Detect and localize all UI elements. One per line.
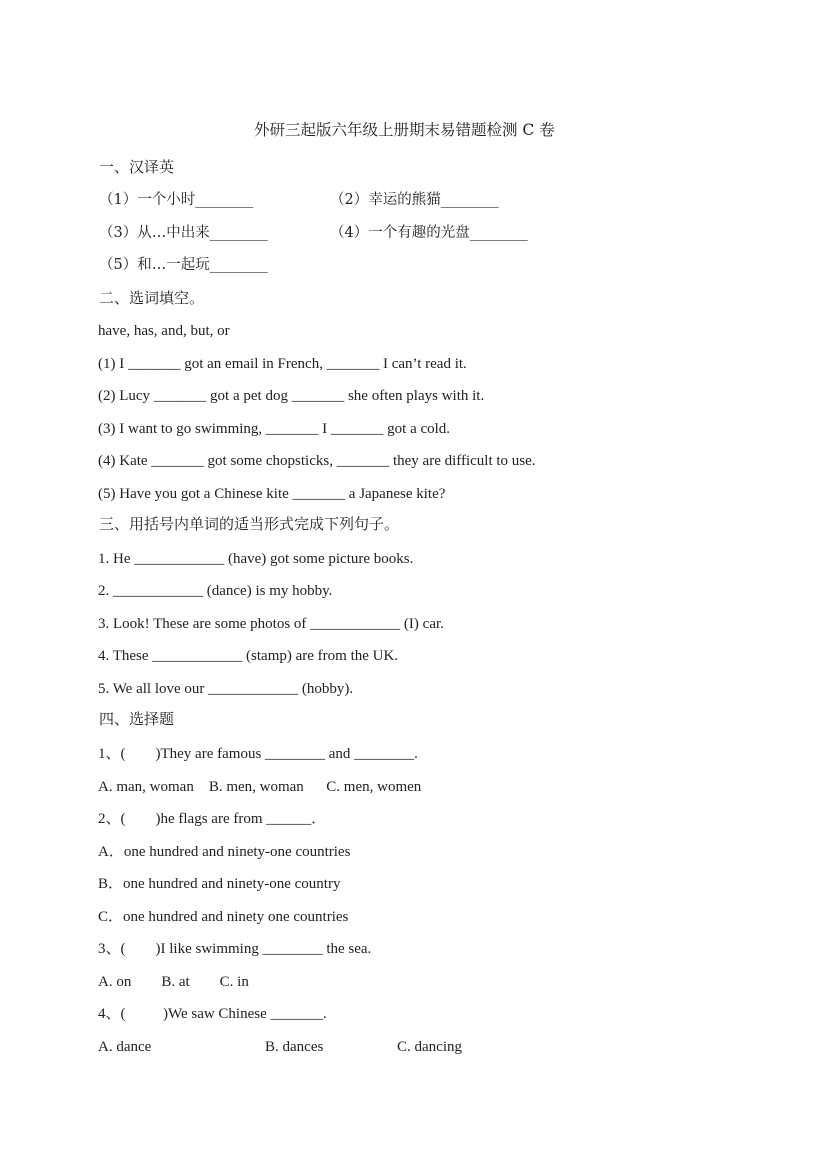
q4-option-c: C. dancing xyxy=(397,1039,462,1055)
q2-option-a: A．one hundred and ninety-one countries xyxy=(98,844,351,860)
s1-item-1: （1）一个小时________ xyxy=(99,192,254,208)
s3-item-4: 4. These ____________ (stamp) are from the UK. xyxy=(98,648,399,664)
section-1-heading: 一、汉译英 xyxy=(99,158,175,176)
s3-item-1: 1. He ____________ (have) got some picture books. xyxy=(98,551,414,567)
q2-option-c: C．one hundred and ninety one countries xyxy=(98,909,349,925)
q1-question: 1、( )They are famous ________ and ________. xyxy=(98,746,418,762)
q4-question: 4、( )We saw Chinese _______. xyxy=(98,1006,327,1022)
s3-item-3: 3. Look! These are some photos of ____________ (I) car. xyxy=(98,616,444,632)
q4-option-a: A. dance xyxy=(98,1039,152,1055)
q3-options: A. on B. at C. in xyxy=(98,974,249,990)
s2-item-4: (4) Kate _______ got some chopsticks, _______ they are difficult to use. xyxy=(98,453,536,469)
q3-question: 3、( )I like swimming ________ the sea. xyxy=(98,941,372,957)
s2-item-5: (5) Have you got a Chinese kite _______ a Japanese kite? xyxy=(98,486,446,502)
s2-item-3: (3) I want to go swimming, _______ I _______ got a cold. xyxy=(98,421,451,437)
s3-item-5: 5. We all love our ____________ (hobby). xyxy=(98,681,354,697)
s1-item-5: （5）和…一起玩________ xyxy=(99,257,268,273)
word-bank: have, has, and, but, or xyxy=(98,323,230,339)
s1-item-3: （3）从…中出来________ xyxy=(99,225,268,241)
s1-item-4: （4）一个有趣的光盘________ xyxy=(330,225,528,241)
s2-item-1: (1) I _______ got an email in French, _______ I can’t read it. xyxy=(98,356,467,372)
section-2-heading: 二、选词填空。 xyxy=(99,289,205,307)
s1-item-2: （2）幸运的熊猫________ xyxy=(330,192,499,208)
section-4-heading: 四、选择题 xyxy=(99,710,175,728)
section-3-heading: 三、用括号内单词的适当形式完成下列句子。 xyxy=(99,515,400,533)
q4-option-b: B. dances xyxy=(265,1039,324,1055)
page-title: 外研三起版六年级上册期末易错题检测 C 卷 xyxy=(254,121,555,139)
s2-item-2: (2) Lucy _______ got a pet dog _______ she often plays with it. xyxy=(98,388,485,404)
q2-question: 2、( )he flags are from ______． xyxy=(98,811,327,827)
q2-option-b: B．one hundred and ninety-one country xyxy=(98,876,341,892)
q1-options: A. man, woman B. men, woman C. men, women xyxy=(98,779,422,795)
s3-item-2: 2. ____________ (dance) is my hobby. xyxy=(98,583,333,599)
